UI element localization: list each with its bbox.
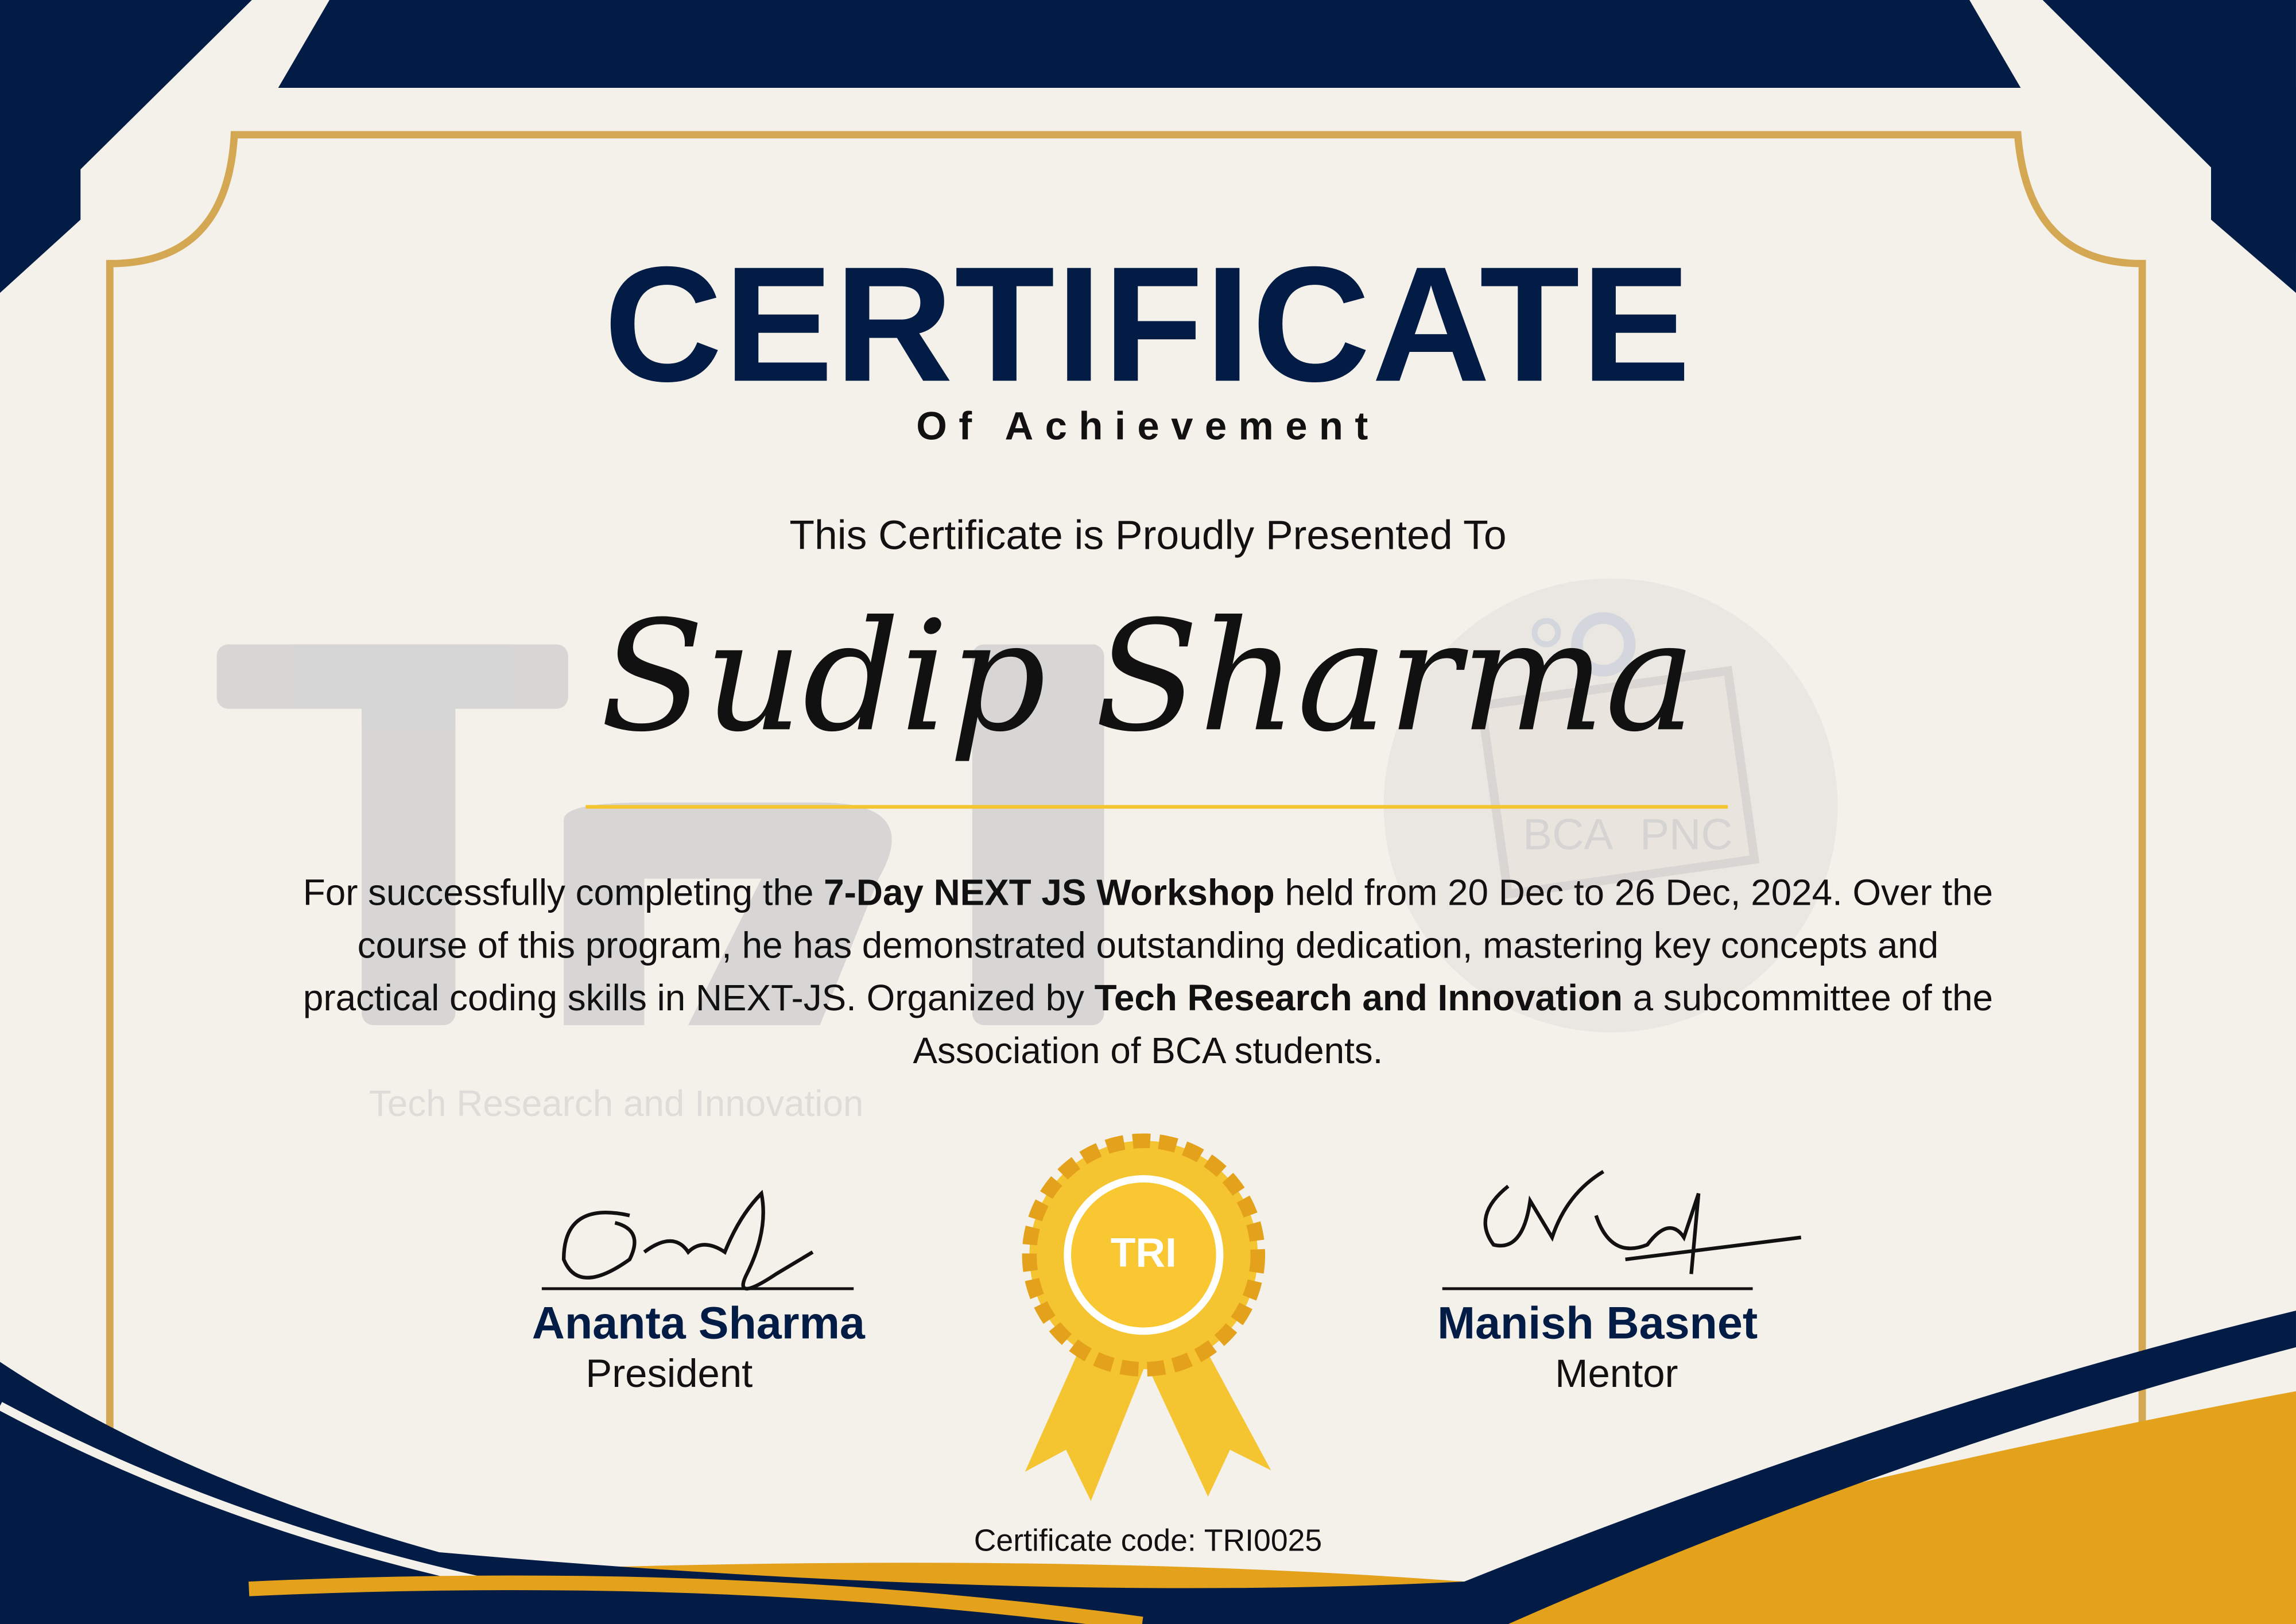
signatory-role-left: President — [585, 1351, 753, 1396]
signatory-name-left: Ananta Sharma — [532, 1297, 865, 1349]
signature-ananta — [564, 1193, 813, 1289]
body-text: held from 20 Dec to 26 Dec, 2024. Over the course of this program, he has demonstrated outstanding dedication, mastering key concepts and practical coding skills in NEXT-JS. Organized by — [302, 873, 1994, 1020]
certificate-subtitle: Of Achievement — [916, 404, 1380, 448]
pnc-watermark-text: PNC — [1640, 811, 1733, 860]
certificate-title: CERTIFICATE — [604, 232, 1692, 416]
workshop-name: 7-Day NEXT JS Workshop — [824, 873, 1275, 914]
medal-label: TRI — [1110, 1230, 1177, 1276]
tri-caption-watermark: Tech Research and Innovation — [369, 1083, 864, 1125]
signatory-name-right: Manish Basnet — [1437, 1297, 1758, 1349]
signatory-role-right: Mentor — [1555, 1351, 1678, 1396]
certificate-code: Certificate code: TRI0025 — [974, 1524, 1322, 1559]
medal-icon — [1025, 1141, 1271, 1501]
recipient-name: Sudip Sharma — [600, 587, 1696, 766]
presented-to-text: This Certificate is Proudly Presented To — [789, 512, 1507, 558]
organizer-name: Tech Research and Innovation — [1094, 978, 1623, 1020]
body-text: For successfully completing the — [302, 873, 824, 914]
signature-manish — [1486, 1172, 1801, 1274]
body-text: a subcommittee of the Association of BCA students. — [913, 978, 1994, 1072]
bca-watermark-text: BCA — [1523, 811, 1614, 860]
top-band — [278, 0, 2021, 88]
certificate-body — [293, 867, 2003, 1078]
